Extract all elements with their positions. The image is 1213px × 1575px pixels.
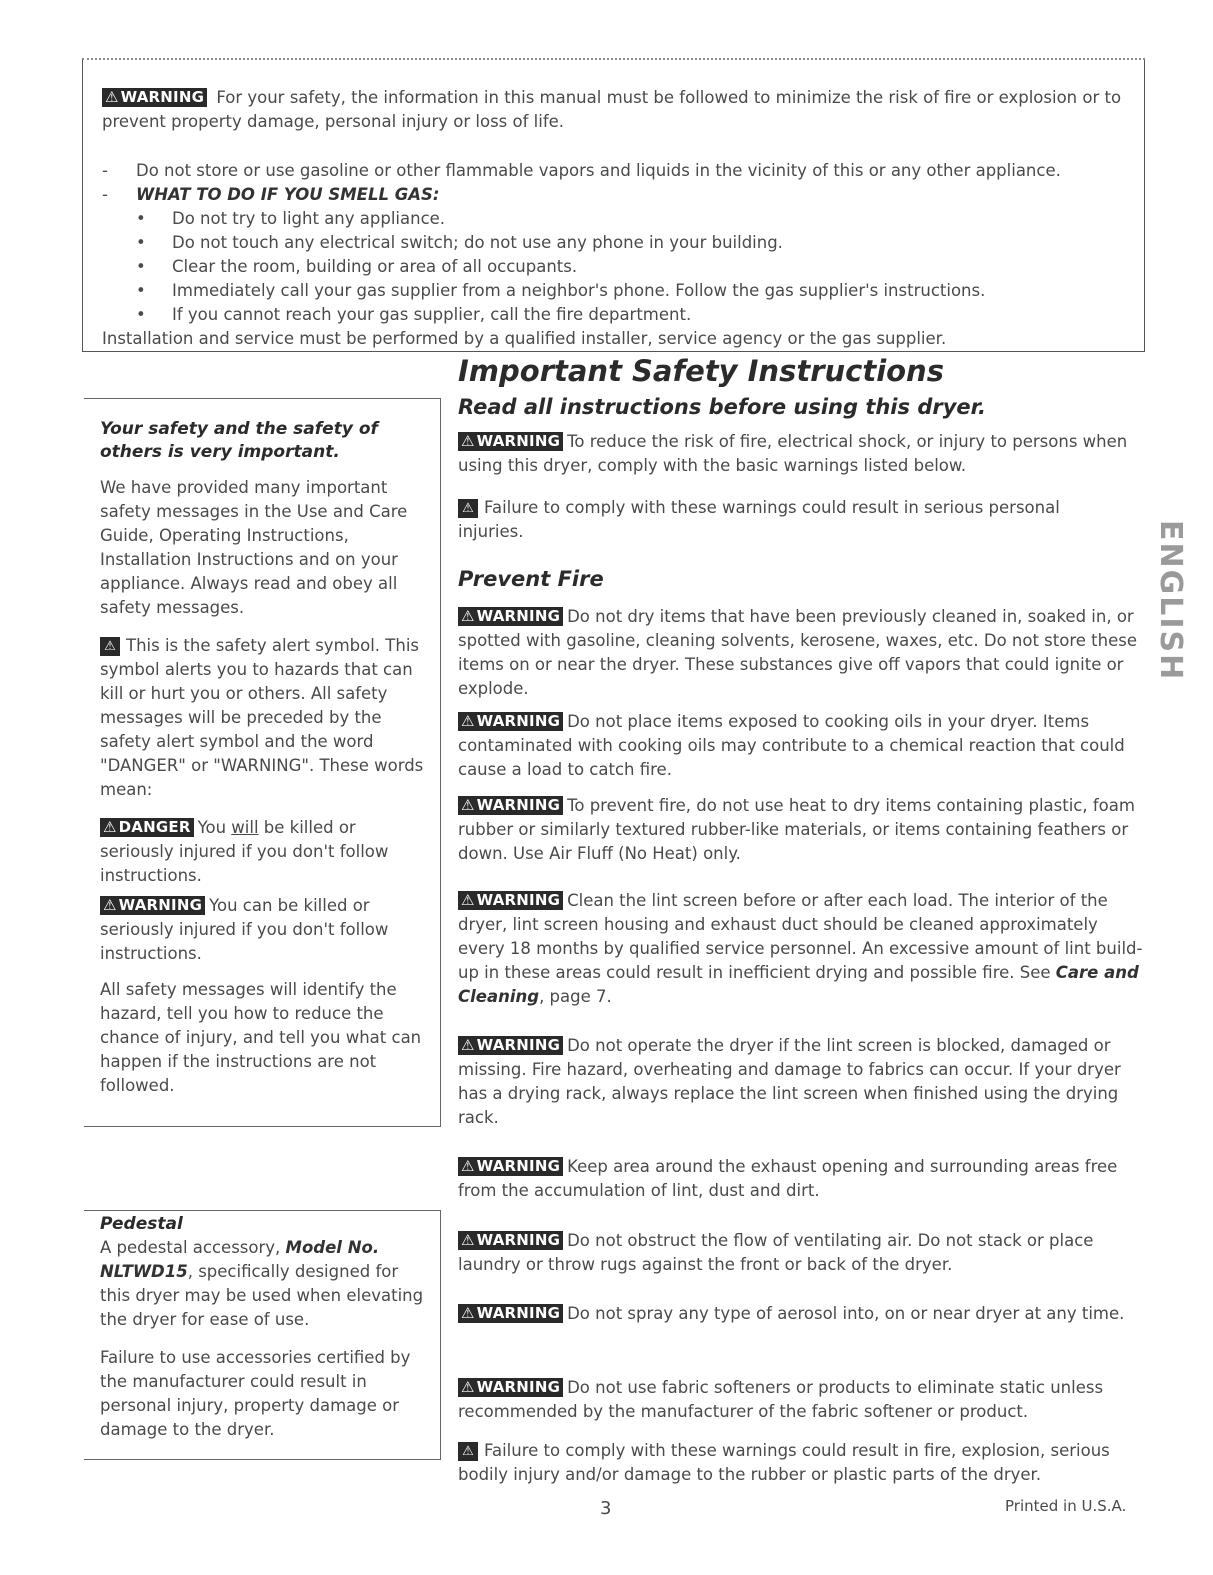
danger-badge: ⚠ DANGER [100, 818, 194, 837]
gas-bullet: • Clear the room, building or area of all occupants. [136, 257, 578, 276]
alert-triangle-icon: ⚠ [461, 1036, 475, 1054]
warning-aerosol: ⚠ WARNING Do not spray any type of aerosol into, on or near dryer at any time. [458, 1302, 1148, 1326]
safety-p2: ⚠ This is the safety alert symbol. This symbol alerts you to hazards that can kill or hurt you or others. All safety messages will be preceded by the safety alert symbol and the word "DANGER" or "WARNING". These words mean: [100, 636, 424, 799]
alert-triangle-icon: ⚠ [461, 891, 475, 909]
warning-badge: ⚠ WARNING [100, 896, 205, 915]
page-subtitle: Read all instructions before using this dryer. [458, 395, 986, 419]
warning-basic: ⚠ WARNING To reduce the risk of fire, electrical shock, or injury to persons when using this dryer, comply with the basic warnings listed below. [458, 432, 1128, 475]
safety-heading: Your safety and the safety of others is very important. [100, 419, 378, 462]
safety-info-content [100, 418, 430, 1098]
safety-p1: We have provided many important safety messages in the Use and Care Guide, Operating Instructions, Installation Instructions and on your appliance. Always read and obey all safety messages. [100, 478, 408, 617]
gas-bullet: • Do not touch any electrical switch; do not use any phone in your building. [136, 233, 783, 252]
gas-bullets [136, 207, 1136, 327]
safety-p3: All safety messages will identify the hazard, tell you how to reduce the chance of injury, and tell you what can happen if the instructions are not followed. [100, 980, 422, 1095]
gas-item-2: - WHAT TO DO IF YOU SMELL GAS: [102, 185, 440, 204]
warning-ventilation: ⚠ WARNING Do not obstruct the flow of ventilating air. Do not stack or place laundry or throw rugs against the front or back of the dryer. [458, 1231, 1094, 1274]
warning-badge: ⚠ WARNING [458, 1036, 563, 1055]
warning-badge: ⚠ WARNING [458, 1304, 563, 1323]
warning-badge: ⚠ WARNING [458, 1378, 563, 1397]
warning-lint-blocked: ⚠ WARNING Do not operate the dryer if the lint screen is blocked, damaged or missing. Fire hazard, overheating and damage to fabrics can occur. If your dryer has a drying rack, always replace the lint screen when finished using the drying rack. [458, 1036, 1121, 1127]
warning-badge: ⚠ WARNING [458, 432, 563, 451]
warning-badge: ⚠ WARNING [458, 796, 563, 815]
alert-triangle-icon: ⚠ [461, 607, 475, 625]
pedestal-heading: Pedestal [100, 1214, 183, 1234]
gas-warning-intro: ⚠ WARNING For your safety, the information in this manual must be followed to minimize the risk of fire or explosion or to prevent property damage, personal injury or loss of life. [102, 88, 1122, 131]
printed-in: Printed in U.S.A. [1005, 1497, 1127, 1515]
warning-exhaust: ⚠ WARNING Keep area around the exhaust opening and surrounding areas free from the accumulation of lint, dust and dirt. [458, 1157, 1118, 1200]
warning-badge: ⚠ WARNING [458, 1157, 563, 1176]
warning-badge: ⚠ WARNING [458, 712, 563, 731]
alert-triangle-icon: ⚠ [461, 1231, 475, 1249]
warning-solvents: ⚠ WARNING Do not dry items that have been previously cleaned in, soaked in, or spotted with gasoline, cleaning solvents, kerosene, waxes, etc. Do not store these items on or near the dryer. These substances give off vapors that could ignite or explode. [458, 607, 1137, 698]
prevent-fire-heading: Prevent Fire [458, 567, 604, 591]
warning-definition: ⚠ WARNING You can be killed or seriously injured if you don't follow instructions. [100, 896, 389, 963]
alert-triangle-icon: ⚠ [458, 1442, 478, 1461]
alert-triangle-icon: ⚠ [461, 712, 475, 730]
warning-cooking-oils: ⚠ WARNING Do not place items exposed to cooking oils in your dryer. Items contaminated with cooking oils may contribute to a chemical reaction that could cause a load to catch fire. [458, 712, 1125, 779]
warning-lint-screen: ⚠ WARNING Clean the lint screen before or after each load. The interior of the dryer, lint screen housing and exhaust duct should be cleaned approximately every 18 months by qualified service personnel. An excessive amount of lint build-up in these areas could result in inefficient drying and possible fire. See Care and Cleaning, page 7. [458, 891, 1143, 1006]
alert-triangle-icon: ⚠ [100, 637, 120, 656]
gas-bullet: • Immediately call your gas supplier from a neighbor's phone. Follow the gas supplier's instructions. [136, 281, 986, 300]
page-title: Important Safety Instructions [458, 354, 944, 388]
alert-triangle-icon: ⚠ [461, 1378, 475, 1396]
warning-badge: ⚠ WARNING [458, 1231, 563, 1250]
alert-serious-injury: ⚠ Failure to comply with these warnings could result in serious personal injuries. [458, 498, 1060, 541]
alert-triangle-icon: ⚠ [105, 88, 119, 106]
alert-fire-explosion: ⚠ Failure to comply with these warnings could result in fire, explosion, serious bodily injury and/or damage to the rubber or plastic parts of the dryer. [458, 1441, 1110, 1484]
alert-triangle-icon: ⚠ [458, 499, 478, 518]
alert-triangle-icon: ⚠ [461, 432, 475, 450]
alert-triangle-icon: ⚠ [103, 818, 117, 836]
warning-badge: ⚠ WARNING [458, 891, 563, 910]
warning-fabric-softeners: ⚠ WARNING Do not use fabric softeners or products to eliminate static unless recommended by the manufacturer of the fabric softener or product. [458, 1378, 1104, 1421]
pedestal-content [100, 1213, 430, 1442]
warning-badge: ⚠ WARNING [458, 607, 563, 626]
gas-bullet: • Do not try to light any appliance. [136, 209, 446, 228]
alert-triangle-icon: ⚠ [461, 796, 475, 814]
pedestal-p2: Failure to use accessories certified by the manufacturer could result in personal injury, property damage or damage to the dryer. [100, 1348, 411, 1439]
gas-footer-text: Installation and service must be performed by a qualified installer, service agency or the gas supplier. [102, 329, 947, 348]
alert-triangle-icon: ⚠ [103, 896, 117, 914]
pedestal-p1: A pedestal accessory, Model No. NLTWD15, specifically designed for this dryer may be used when elevating the dryer for ease of use. [100, 1238, 424, 1329]
alert-triangle-icon: ⚠ [461, 1304, 475, 1322]
page-number: 3 [600, 1498, 612, 1519]
gas-item-1: - Do not store or use gasoline or other flammable vapors and liquids in the vicinity of this or any other appliance. [102, 161, 1061, 180]
gas-bullet: • If you cannot reach your gas supplier, call the fire department. [136, 305, 692, 324]
warning-badge: ⚠ WARNING [102, 88, 207, 107]
language-side-tab: ENGLISH [1153, 520, 1188, 682]
warning-plastic: ⚠ WARNING To prevent fire, do not use heat to dry items containing plastic, foam rubber or similarly textured rubber-like materials, or items containing feathers or down. Use Air Fluff (No Heat) only. [458, 796, 1135, 863]
alert-triangle-icon: ⚠ [461, 1157, 475, 1175]
danger-definition: ⚠ DANGER You will be killed or seriously injured if you don't follow instructions. [100, 818, 389, 885]
